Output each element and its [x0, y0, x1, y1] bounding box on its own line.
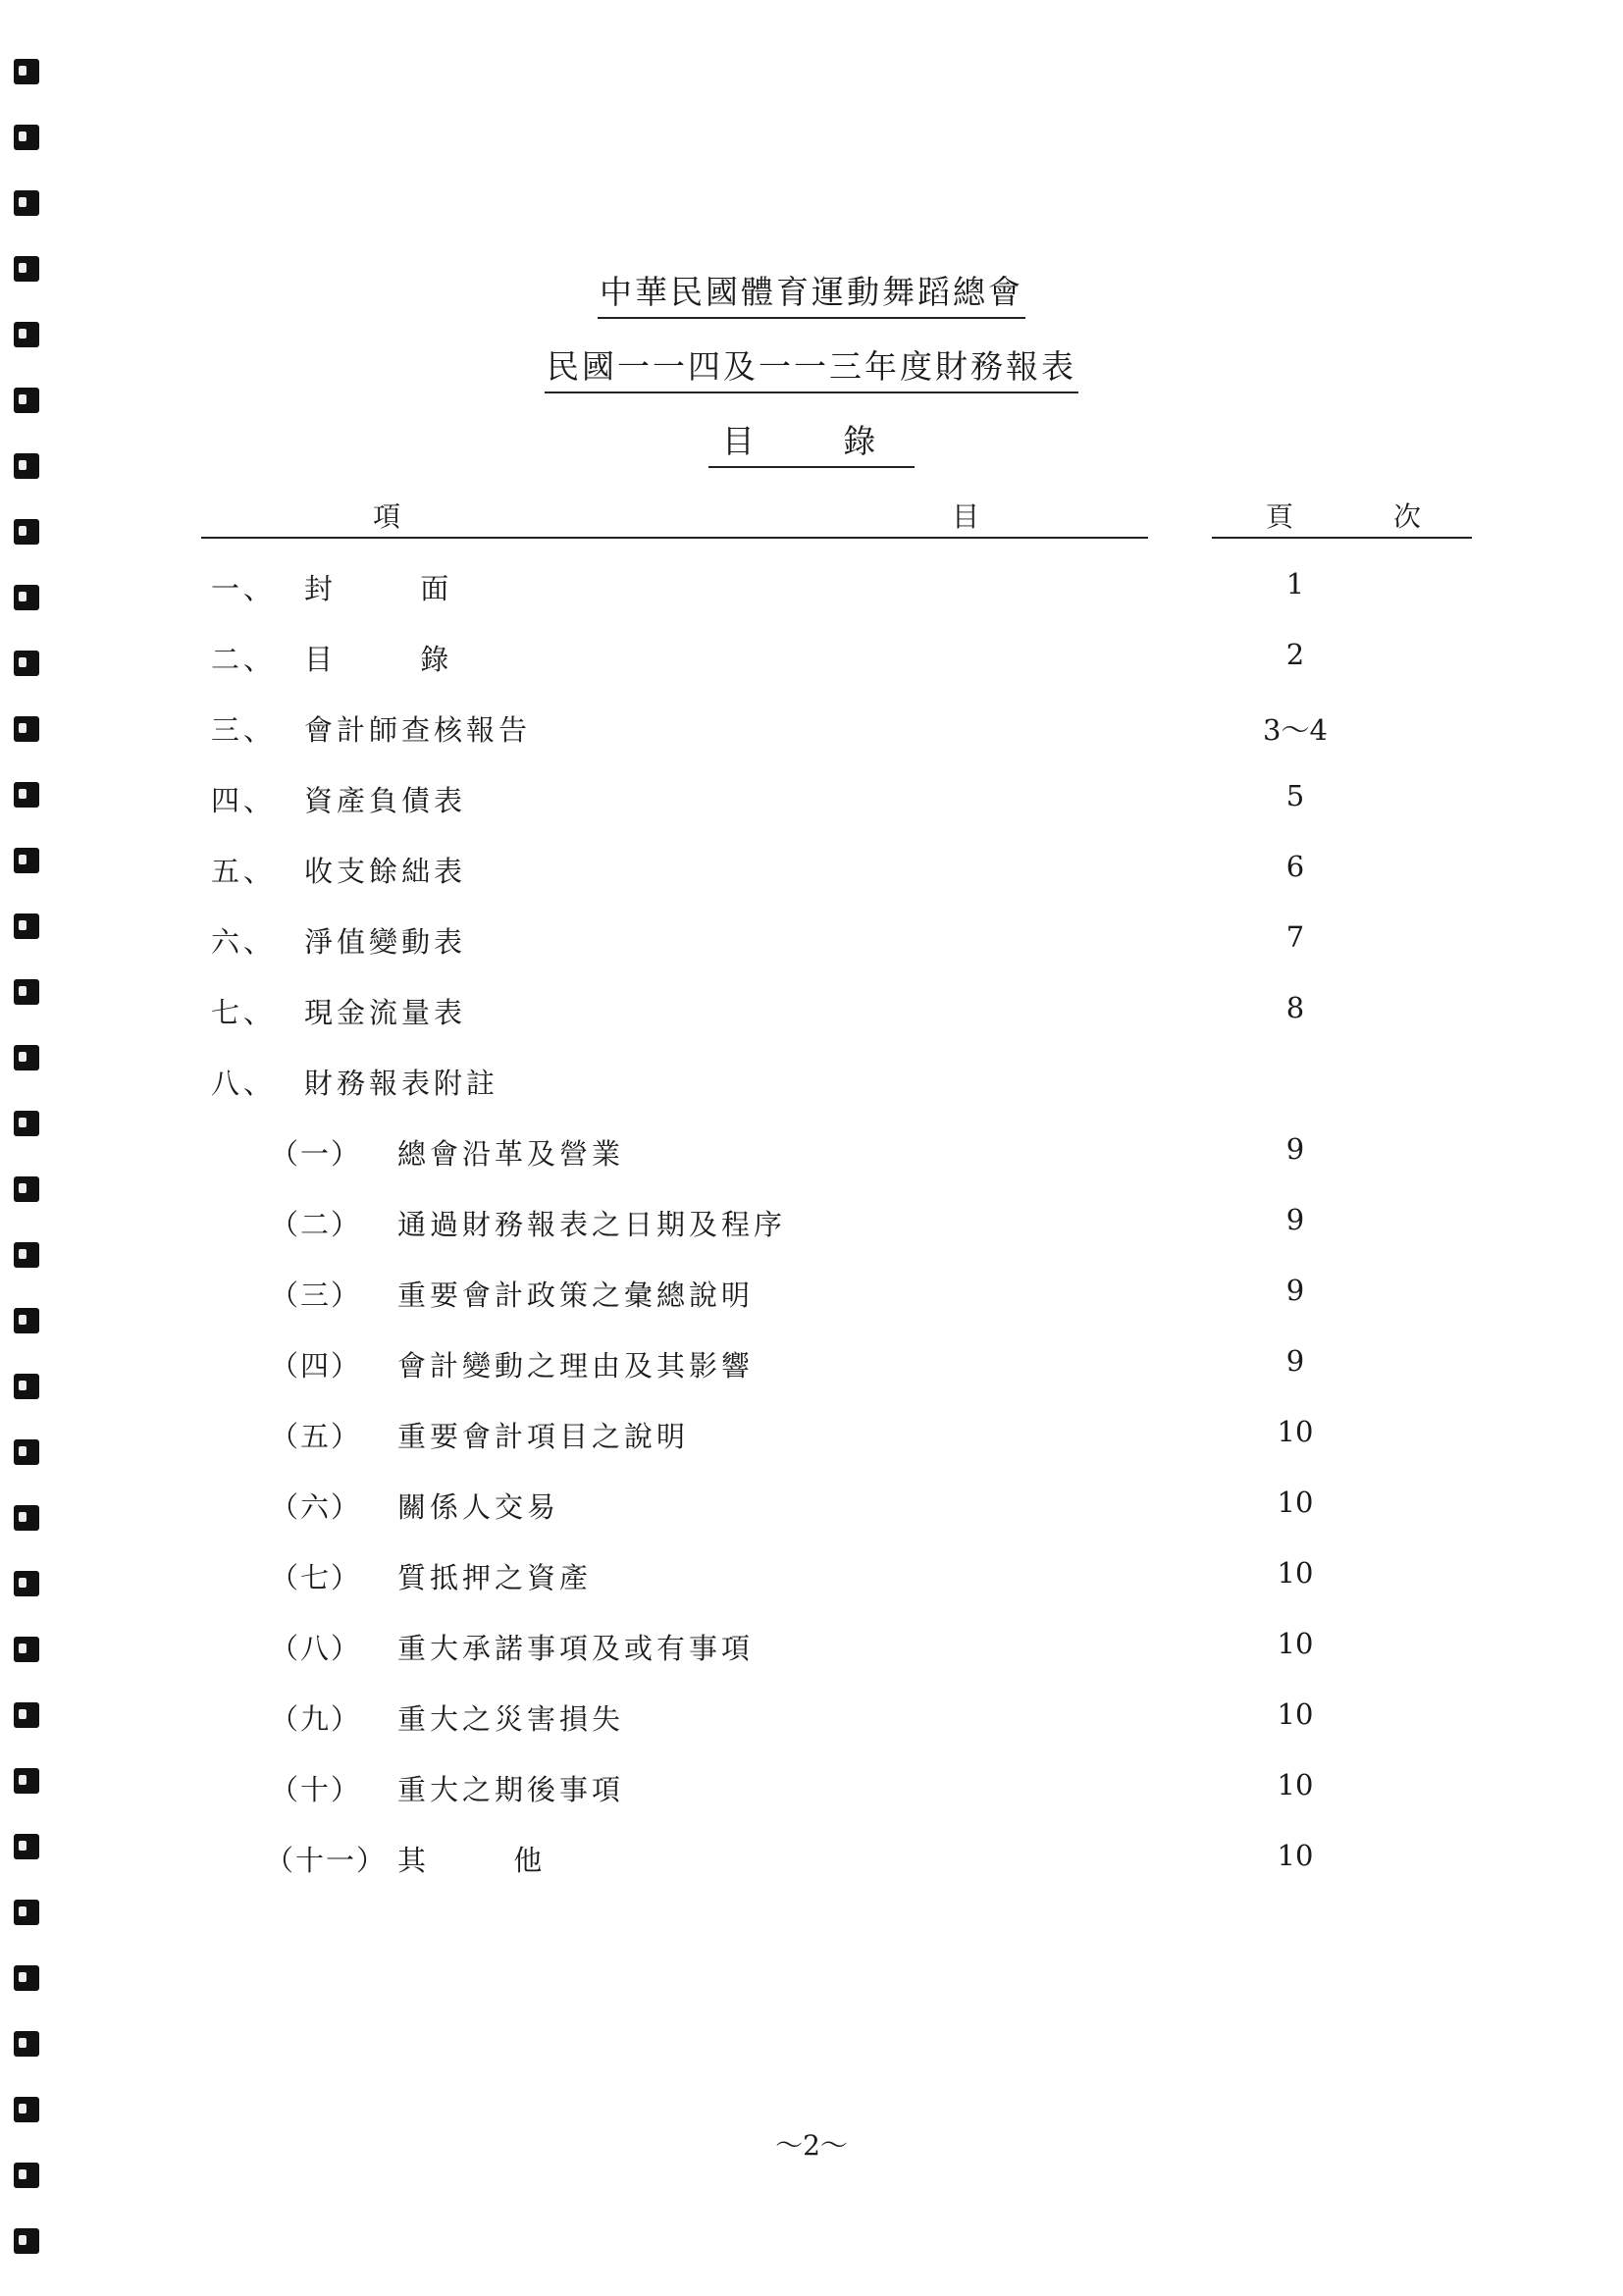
sub-entry-label: 總會沿革及營業	[397, 1137, 625, 1171]
toc-sub-entry	[201, 1627, 1477, 1676]
entry-page: 5	[1285, 779, 1305, 812]
entry-page: 7	[1285, 920, 1305, 954]
entry-label: 目 錄	[304, 643, 489, 676]
entry-label: 會計師查核報告	[304, 713, 532, 747]
binding-hole	[14, 1768, 39, 1794]
toc-sub-entry	[201, 1486, 1477, 1535]
binding-hole	[14, 1702, 39, 1728]
sub-entry-page: 10	[1277, 1697, 1314, 1731]
sub-entry-number: （八）	[270, 1632, 362, 1665]
binding-hole	[14, 2031, 39, 2057]
toc-sub-entry	[201, 1415, 1477, 1464]
page-number: ～2～	[775, 2129, 848, 2162]
entry-page: 2	[1285, 638, 1305, 671]
sub-entry-label: 會計變動之理由及其影響	[397, 1349, 755, 1383]
report-title: 民國一一四及一一三年度財務報表	[0, 341, 1623, 388]
binding-hole	[14, 1637, 39, 1662]
sub-entry-number: （九）	[270, 1702, 362, 1736]
sub-entry-number: （七）	[270, 1561, 362, 1594]
sub-entry-label: 重大之災害損失	[397, 1702, 625, 1736]
entry-number: 二、	[211, 643, 277, 676]
binding-hole	[14, 716, 39, 742]
binding-hole	[14, 1308, 39, 1333]
sub-entry-page: 9	[1285, 1132, 1305, 1166]
binding-hole	[14, 651, 39, 676]
binding-hole	[14, 1834, 39, 1859]
binding-hole	[14, 1571, 39, 1596]
entry-number: 四、	[211, 784, 277, 817]
sub-entry-number: （六）	[270, 1490, 362, 1524]
sub-entry-page: 10	[1277, 1627, 1314, 1660]
item-column-header	[201, 496, 1148, 539]
binding-hole	[14, 59, 39, 84]
binding-hole	[14, 1439, 39, 1465]
page-column-header	[1212, 496, 1472, 539]
sub-entry-page: 9	[1285, 1274, 1305, 1307]
sub-entry-page: 10	[1277, 1415, 1314, 1448]
toc-sub-entry	[201, 1132, 1477, 1181]
sub-entry-label: 重大之期後事項	[397, 1773, 625, 1806]
sub-entry-label: 其 他	[397, 1844, 582, 1877]
sub-entry-number: （三）	[270, 1278, 362, 1312]
entry-number: 六、	[211, 925, 277, 959]
sub-entry-label: 重要會計項目之說明	[397, 1420, 690, 1453]
page-header-char-1: 頁	[1266, 500, 1294, 533]
sub-entry-number: （十一）	[265, 1844, 388, 1877]
toc-entry	[201, 850, 1477, 899]
item-header-char-2: 目	[952, 500, 980, 533]
binding-hole	[14, 1965, 39, 1991]
sub-entry-label: 關係人交易	[397, 1490, 560, 1524]
binding-hole	[14, 1176, 39, 1202]
entry-label: 資產負債表	[304, 784, 467, 817]
toc-sub-entry	[201, 1697, 1477, 1747]
item-header-char-1: 項	[373, 500, 401, 533]
entry-page: 6	[1285, 850, 1305, 883]
entry-label: 收支餘絀表	[304, 855, 467, 888]
toc-entry	[201, 638, 1477, 687]
toc-entry	[201, 991, 1477, 1040]
binding-hole	[14, 1505, 39, 1531]
sub-entry-number: （五）	[270, 1420, 362, 1453]
sub-entry-page: 10	[1277, 1556, 1314, 1590]
entry-page: 3～4	[1263, 713, 1328, 747]
sub-entry-number: （二）	[270, 1208, 362, 1241]
entry-page: 1	[1285, 567, 1305, 600]
entry-label: 現金流量表	[304, 996, 467, 1029]
organization-title: 中華民國體育運動舞蹈總會	[0, 267, 1623, 313]
entry-number: 七、	[211, 996, 277, 1029]
sub-entry-page: 10	[1277, 1839, 1314, 1872]
sub-entry-number: （四）	[270, 1349, 362, 1383]
binding-hole	[14, 585, 39, 610]
toc-entry	[201, 1062, 1477, 1111]
binding-hole	[14, 519, 39, 545]
binding-hole	[14, 782, 39, 808]
binding-hole	[14, 125, 39, 150]
entry-label: 淨值變動表	[304, 925, 467, 959]
toc-sub-entry	[201, 1556, 1477, 1605]
toc-sub-entry	[201, 1274, 1477, 1323]
sub-entry-number: （十）	[270, 1773, 362, 1806]
binding-hole	[14, 1111, 39, 1136]
sub-entry-page: 9	[1285, 1344, 1305, 1378]
toc-entry	[201, 920, 1477, 969]
sub-entry-label: 質抵押之資產	[397, 1561, 593, 1594]
binding-hole	[14, 1242, 39, 1268]
toc-sub-entry	[201, 1203, 1477, 1252]
toc-entry	[201, 567, 1477, 616]
binding-hole	[14, 1900, 39, 1925]
binding-hole	[14, 2163, 39, 2188]
binding-hole	[14, 848, 39, 873]
page-header-char-2: 次	[1393, 500, 1422, 533]
entry-number: 三、	[211, 713, 277, 747]
toc-entry	[201, 779, 1477, 828]
entry-label: 財務報表附註	[304, 1067, 499, 1100]
entry-number: 八、	[211, 1067, 277, 1100]
sub-entry-label: 通過財務報表之日期及程序	[397, 1208, 787, 1241]
entry-number: 一、	[211, 572, 277, 605]
sub-entry-page: 10	[1277, 1768, 1314, 1801]
spiral-binding	[14, 59, 43, 2296]
binding-hole	[14, 2228, 39, 2254]
toc-title: 目 錄	[0, 416, 1623, 462]
entry-number: 五、	[211, 855, 277, 888]
sub-entry-number: （一）	[270, 1137, 362, 1171]
sub-entry-label: 重要會計政策之彙總說明	[397, 1278, 755, 1312]
binding-hole	[14, 913, 39, 939]
binding-hole	[14, 1045, 39, 1070]
sub-entry-label: 重大承諾事項及或有事項	[397, 1632, 755, 1665]
entry-label: 封 面	[304, 572, 489, 605]
toc-sub-entry	[201, 1344, 1477, 1393]
sub-entry-page: 10	[1277, 1486, 1314, 1519]
binding-hole	[14, 388, 39, 413]
toc-sub-entry	[201, 1839, 1477, 1888]
binding-hole	[14, 979, 39, 1005]
binding-hole	[14, 1374, 39, 1399]
binding-hole	[14, 190, 39, 216]
toc-entry	[201, 708, 1477, 757]
toc-sub-entry	[201, 1768, 1477, 1817]
sub-entry-page: 9	[1285, 1203, 1305, 1236]
binding-hole	[14, 2097, 39, 2122]
entry-page: 8	[1285, 991, 1305, 1024]
